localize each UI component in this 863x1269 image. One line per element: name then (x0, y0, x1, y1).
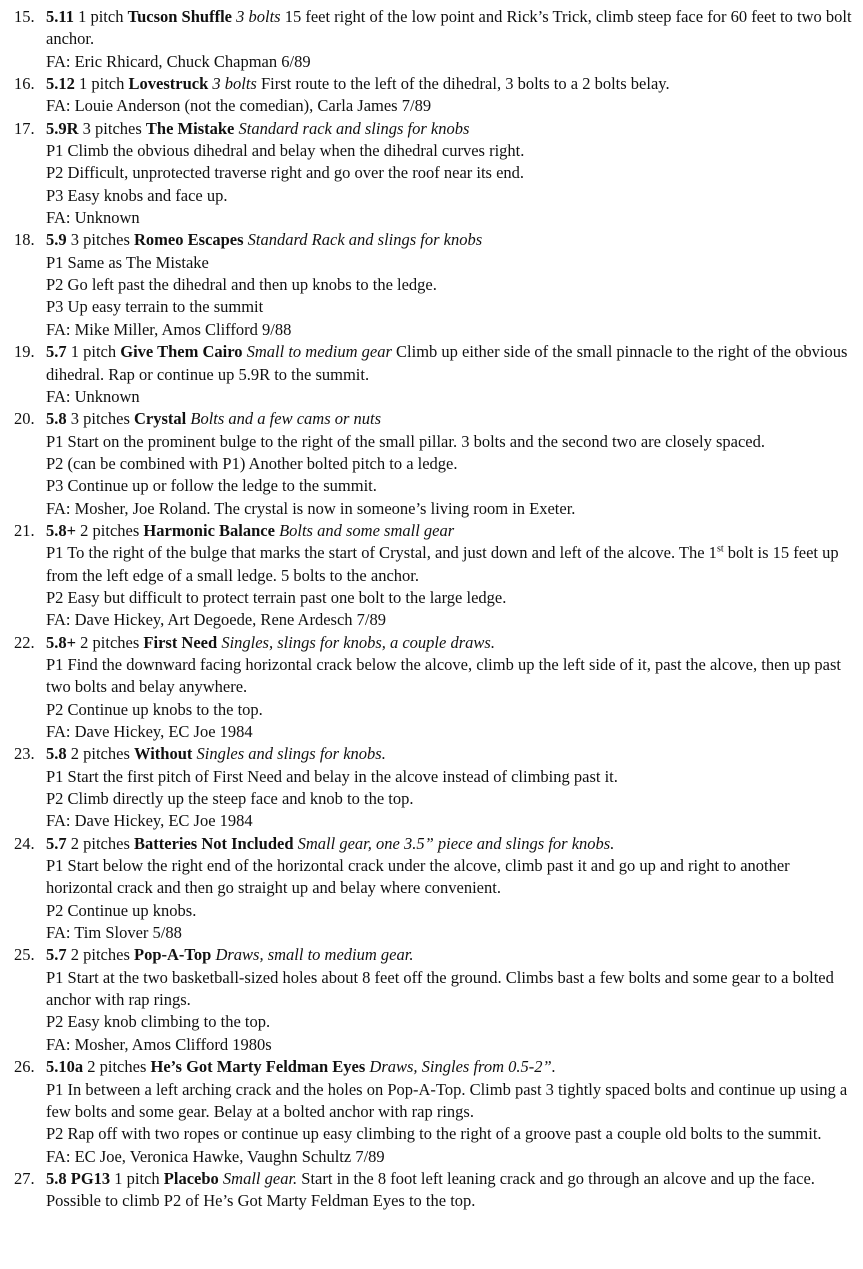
route-gear: 3 bolts (212, 74, 257, 94)
pitch-line: P3 Up easy terrain to the summit (46, 297, 264, 317)
route-pitches: 2 pitches (87, 1057, 147, 1077)
route-header-line (46, 833, 855, 855)
route-entry (8, 1168, 855, 1213)
route-gear: Standard Rack and slings for knobs (247, 230, 483, 250)
route-grade: 5.7 (46, 945, 67, 965)
route-grade: 5.7 (46, 833, 67, 853)
route-header-line (46, 1168, 855, 1213)
route-body (46, 944, 855, 1056)
pitch-line: P2 Climb directly up the steep face and knob to the top. (46, 789, 414, 809)
route-entry (8, 118, 855, 230)
route-pitches: 1 pitch (79, 74, 125, 94)
pitch-line: P1 Start on the prominent bulge to the right of the small pillar. 3 bolts and the second two are closely spaced. (46, 431, 765, 451)
route-header-line (46, 520, 855, 542)
route-body (46, 520, 855, 632)
pitch-line: P1 In between a left arching crack and the holes on Pop-A-Top. Climb past 3 tightly spaced bolts and continue up using a few bolts and some gear. Belay at a bolted anchor with rap rings. (46, 1079, 848, 1121)
route-entry (8, 6, 855, 73)
route-entry (8, 229, 855, 341)
first-ascent-line: FA: Eric Rhicard, Chuck Chapman 6/89 (46, 51, 311, 71)
route-header-line (46, 118, 855, 140)
route-number: 23. (14, 744, 35, 764)
route-entry (8, 944, 855, 1056)
route-number: 21. (14, 520, 35, 540)
route-grade: 5.7 (46, 342, 67, 362)
route-name: The Mistake (145, 118, 235, 138)
route-body (46, 341, 855, 408)
route-grade: 5.11 (46, 7, 74, 26)
route-body (46, 408, 855, 520)
pitch-line (46, 542, 855, 587)
route-name: Without (134, 744, 193, 764)
pitch-line: P2 Rap off with two ropes or continue up easy climbing to the right of a groove past a couple old bolts to the summit. (46, 1124, 822, 1144)
route-pitches: 2 pitches (70, 833, 130, 853)
route-name: First Need (143, 632, 218, 652)
route-number: 18. (14, 230, 35, 250)
pitch-text: bolt is 15 feet up from the left edge of a small ledge. 5 bolts to the anchor. (46, 543, 839, 585)
first-ascent-line: FA: Dave Hickey, EC Joe 1984 (46, 811, 253, 831)
pitch-line: P1 Find the downward facing horizontal crack below the alcove, climb up the left side of it, past the alcove, then up past two bolts and belay anywhere. (46, 654, 841, 697)
route-header-line (46, 6, 855, 51)
pitch-line: P2 Easy knob climbing to the top. (46, 1012, 271, 1032)
route-gear: Bolts and some small gear (279, 520, 455, 540)
route-name: Placebo (163, 1168, 219, 1188)
route-pitches: 3 pitches (70, 409, 130, 429)
first-ascent-line: FA: Unknown (46, 208, 140, 228)
route-description: Start in the 8 foot left leaning crack and go through an alcove and up the face. Possible to climb P2 of He’s Got Marty Feldman Eyes to the top. (46, 1168, 815, 1211)
route-grade: 5.8 PG13 (46, 1168, 111, 1188)
first-ascent-line: FA: Unknown (46, 386, 140, 406)
route-name: Batteries Not Included (134, 833, 294, 853)
route-grade: 5.9 (46, 230, 67, 250)
route-pitches: 3 pitches (70, 230, 130, 250)
route-entry (8, 408, 855, 520)
route-grade: 5.8+ (46, 520, 77, 540)
route-number: 17. (14, 118, 35, 138)
pitch-line: P2 Easy but difficult to protect terrain past one bolt to the large ledge. (46, 587, 507, 607)
route-gear: Draws, small to medium gear. (215, 945, 414, 965)
pitch-line: P3 Easy knobs and face up. (46, 185, 228, 205)
route-name: He’s Got Marty Feldman Eyes (150, 1057, 366, 1077)
route-entry (8, 520, 855, 632)
route-gear: Draws, Singles from 0.5-2”. (369, 1057, 556, 1077)
route-header-line (46, 73, 855, 95)
route-grade: 5.12 (46, 74, 75, 94)
route-gear: Singles and slings for knobs. (196, 744, 386, 764)
route-body (46, 229, 855, 341)
route-gear: Singles, slings for knobs, a couple draws. (221, 632, 495, 652)
route-pitches: 1 pitch (78, 7, 124, 26)
route-body (46, 118, 855, 230)
route-header-line (46, 408, 855, 430)
pitch-line: P3 Continue up or follow the ledge to the summit. (46, 476, 377, 496)
route-pitches: 1 pitch (114, 1168, 160, 1188)
route-entry (8, 632, 855, 744)
pitch-line: P1 Same as The Mistake (46, 252, 209, 272)
route-entry (8, 743, 855, 832)
route-gear: Small gear. (222, 1168, 298, 1188)
pitch-line: P2 Difficult, unprotected traverse right and go over the roof near its end. (46, 163, 525, 183)
route-pitches: 3 pitches (82, 118, 142, 138)
route-body (46, 833, 855, 945)
route-pitches: 2 pitches (70, 744, 130, 764)
pitch-text: P1 To the right of the bulge that marks the start of Crystal, and just down and left of the alcove. The 1 (46, 543, 717, 563)
route-description: Climb up either side of the small pinnacle to the right of the obvious dihedral. Rap or continue up 5.9R to the summit. (46, 342, 848, 384)
route-entry (8, 833, 855, 945)
route-description: 15 feet right of the low point and Rick’s Trick, climb steep face for 60 feet to two bolt anchor. (46, 7, 852, 49)
first-ascent-line: FA: Mosher, Joe Roland. The crystal is now in someone’s living room in Exeter. (46, 498, 576, 518)
route-grade: 5.8+ (46, 632, 77, 652)
route-body (46, 632, 855, 744)
first-ascent-line: FA: EC Joe, Veronica Hawke, Vaughn Schultz 7/89 (46, 1146, 385, 1166)
pitch-line: P1 Climb the obvious dihedral and belay when the dihedral curves right. (46, 141, 525, 161)
route-name: Romeo Escapes (134, 230, 244, 250)
route-number: 20. (14, 409, 35, 429)
route-gear: Small gear, one 3.5” piece and slings for knobs. (297, 833, 615, 853)
route-number: 15. (14, 7, 35, 26)
route-description: First route to the left of the dihedral, 3 bolts to a 2 bolts belay. (260, 74, 670, 94)
route-pitches: 2 pitches (80, 632, 140, 652)
first-ascent-line: FA: Mosher, Amos Clifford 1980s (46, 1034, 272, 1054)
route-pitches: 1 pitch (70, 342, 117, 362)
route-header-line (46, 944, 855, 966)
route-number: 16. (14, 74, 35, 94)
route-number: 26. (14, 1057, 35, 1077)
pitch-line: P1 Start at the two basketball-sized holes about 8 feet off the ground. Climbs bast a few bolts and some gear to a bolted anchor with rap rings. (46, 967, 834, 1010)
first-ascent-line: FA: Mike Miller, Amos Clifford 9/88 (46, 319, 292, 339)
route-header-line (46, 632, 855, 654)
route-entry (8, 1056, 855, 1168)
route-pitches: 2 pitches (70, 945, 130, 965)
route-pitches: 2 pitches (80, 520, 140, 540)
route-grade: 5.8 (46, 409, 67, 429)
route-name: Give Them Cairo (120, 342, 243, 362)
route-name: Harmonic Balance (143, 520, 275, 540)
route-name: Pop-A-Top (134, 945, 212, 965)
route-body (46, 743, 855, 832)
pitch-line: P2 (can be combined with P1) Another bolted pitch to a ledge. (46, 453, 458, 473)
route-number: 27. (14, 1168, 35, 1188)
pitch-line: P1 Start the first pitch of First Need and belay in the alcove instead of climbing past it. (46, 766, 618, 786)
route-grade: 5.9R (46, 118, 79, 138)
pitch-line: P2 Continue up knobs. (46, 900, 197, 920)
first-ascent-line: FA: Dave Hickey, Art Degoede, Rene Ardesch 7/89 (46, 610, 386, 630)
route-header-line (46, 1056, 855, 1078)
route-number: 25. (14, 945, 35, 965)
route-body (46, 6, 855, 73)
route-name: Lovestruck (128, 74, 209, 94)
route-entry (8, 73, 855, 118)
ordinal-superscript: st (716, 543, 724, 555)
route-header-line (46, 743, 855, 765)
first-ascent-line: FA: Louie Anderson (not the comedian), Carla James 7/89 (46, 96, 432, 116)
first-ascent-line: FA: Dave Hickey, EC Joe 1984 (46, 722, 253, 741)
route-entry (8, 341, 855, 408)
first-ascent-line: FA: Tim Slover 5/88 (46, 923, 182, 943)
pitch-line: P2 Go left past the dihedral and then up knobs to the ledge. (46, 275, 437, 295)
route-number: 24. (14, 833, 35, 853)
route-body (46, 1056, 855, 1168)
route-body (46, 73, 855, 118)
route-number: 22. (14, 632, 35, 652)
pitch-line: P1 Start below the right end of the horizontal crack under the alcove, climb past it and go up and right to another horizontal crack and then go straight up and belay where convenient. (46, 856, 790, 898)
route-name: Crystal (134, 409, 187, 429)
route-body (46, 1168, 855, 1213)
route-header-line (46, 341, 855, 386)
route-gear: 3 bolts (236, 7, 281, 26)
route-header-line (46, 229, 855, 251)
route-gear: Bolts and a few cams or nuts (190, 409, 382, 429)
route-gear: Small to medium gear (246, 342, 392, 362)
pitch-line: P2 Continue up knobs to the top. (46, 699, 263, 719)
route-number: 19. (14, 342, 35, 362)
route-name: Tucson Shuffle (127, 7, 232, 26)
route-grade: 5.10a (46, 1057, 84, 1077)
route-gear: Standard rack and slings for knobs (238, 118, 470, 138)
route-grade: 5.8 (46, 744, 67, 764)
